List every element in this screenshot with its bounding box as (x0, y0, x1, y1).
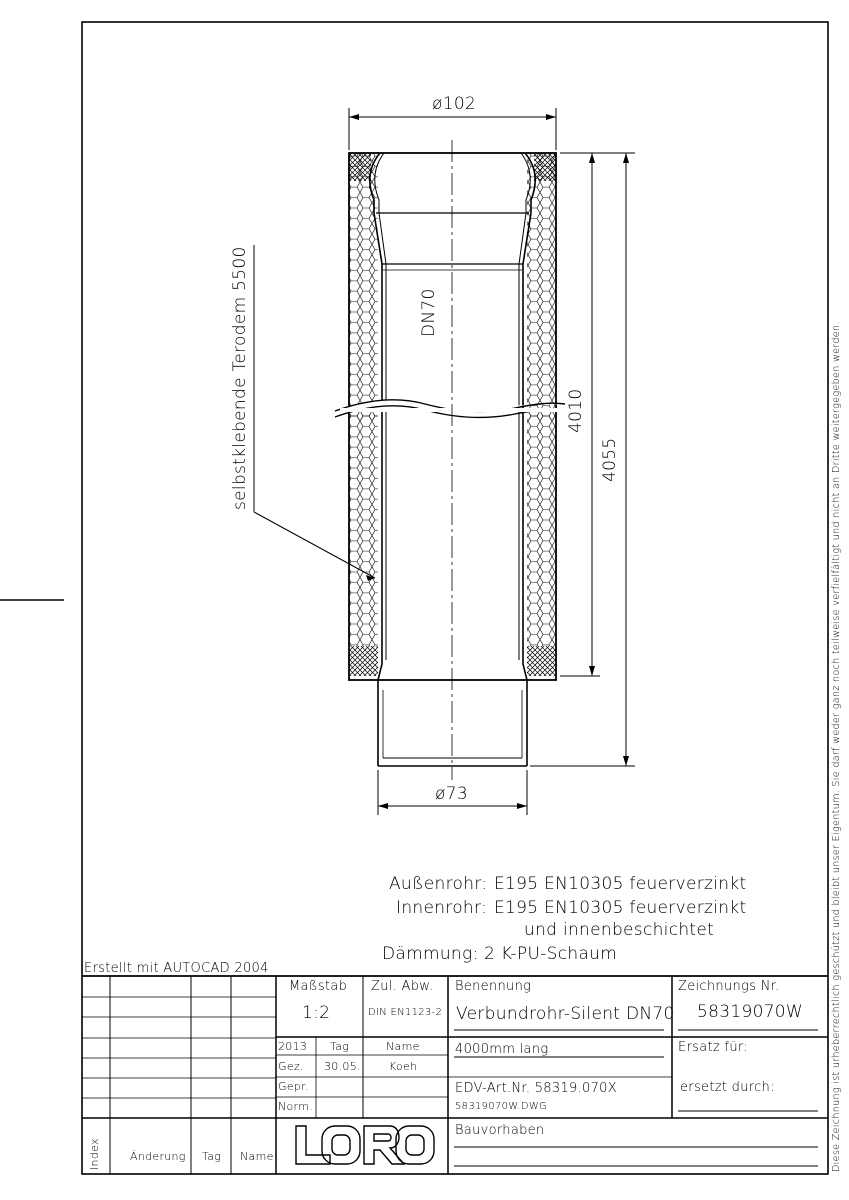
norm-label: Norm. (278, 1100, 313, 1113)
scale-label: Maßstab (289, 979, 348, 994)
dwg-file-name: 58319070W.DWG (455, 1101, 548, 1112)
tolerance-label: Zul. Abw. (371, 979, 434, 994)
edv-article-number: EDV-Art.Nr. 58319.070X (455, 1081, 617, 1096)
leader-label: selbstklebende Terodem 5500 (230, 246, 250, 510)
name-label: Name (386, 1040, 420, 1053)
inner-pipe-label: Innenrohr: (396, 898, 488, 918)
length-note: 4000mm lang (455, 1042, 549, 1057)
dimension-dn-label: DN70 (419, 288, 439, 337)
drawn-label: Gez. (278, 1060, 304, 1073)
created-with: Erstellt mit AUTOCAD 2004 (84, 961, 269, 976)
year: 2013 (278, 1040, 308, 1053)
insulation-right-lower (527, 414, 556, 646)
scale-value: 1:2 (302, 1003, 331, 1023)
insulation-value: 2 K-PU-Schaum (484, 944, 618, 964)
outer-pipe-label: Außenrohr: (389, 874, 488, 894)
pipe-section-view (335, 140, 565, 780)
dimension-length-4055-label: 4055 (600, 437, 620, 482)
designation-label: Benennung (455, 979, 532, 994)
checked-label: Gepr. (278, 1080, 309, 1093)
dimension-length-4010-label: 4010 (566, 388, 586, 433)
inner-pipe-value: E195 EN10305 feuerverzinkt (494, 898, 747, 918)
day-label: Tag (330, 1040, 350, 1053)
revision-change-label: Änderung (130, 1150, 186, 1163)
dimension-inner-diameter-label: ø73 (435, 784, 468, 804)
drawn-name: Koeh (389, 1060, 418, 1073)
replacement-for-label: Ersatz für: (678, 1040, 748, 1055)
seal-top-right (534, 153, 556, 181)
tolerance-value: DIN EN1123-2 (368, 1007, 443, 1018)
replaced-by-label: ersetzt durch: (680, 1080, 775, 1095)
dimension-outer-diameter (349, 108, 556, 150)
copyright-notice: Diese Zeichnung ist urheberrechtlich geschützt und bleibt unser Eigentum. Sie darf weder ganz noch teilweise verfielfältigt und nicht an Dritte weitergegeben werden. (831, 321, 842, 1172)
inner-pipe-value-2: und innenbeschichtet (524, 920, 715, 940)
drawing-number-label: Zeichnungs Nr. (678, 979, 780, 994)
insulation-left-upper (349, 153, 378, 420)
loro-logo (296, 1126, 434, 1164)
drawn-date: 30.05. (324, 1060, 361, 1073)
insulation-left-lower (349, 414, 378, 646)
dimension-outer-diameter-label: ø102 (432, 94, 477, 114)
designation-value: Verbundrohr-Silent DN70 (456, 1004, 675, 1024)
revision-name-label: Name (240, 1150, 274, 1163)
seal-bottom-left (349, 646, 378, 676)
revision-day-label: Tag (202, 1150, 222, 1163)
insulation-right-upper (527, 153, 556, 420)
drawing-number-value: 58319070W (697, 1002, 804, 1022)
seal-bottom-right (527, 646, 556, 676)
insulation-label: Dämmung: (382, 944, 479, 964)
revision-index-label: Index (88, 1138, 101, 1170)
outer-pipe-value: E195 EN10305 feuerverzinkt (494, 874, 747, 894)
seal-top-left (349, 153, 371, 181)
project-label: Bauvorhaben (455, 1123, 545, 1138)
